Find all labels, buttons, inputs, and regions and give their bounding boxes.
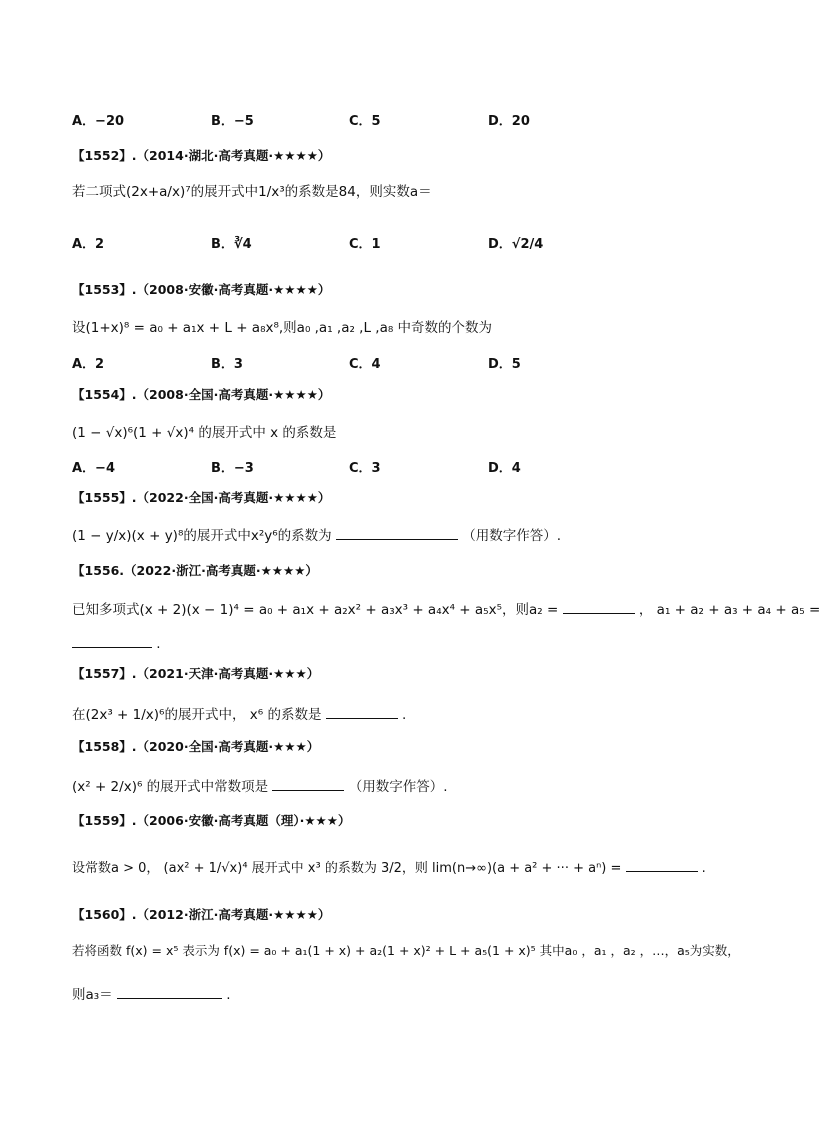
answer-blank[interactable] [272,777,344,791]
q1558-header: 【1558】.（2020·全国·高考真题·★★★） [72,739,320,754]
option-b: B．3 [211,357,243,372]
option-a: A．2 [72,357,105,372]
q1551-options [72,110,732,132]
q1552-options [72,233,732,255]
option-c: C．3 [349,461,381,476]
q1560-stem: 若将函数 f(x) = x⁵ 表示为 f(x) = a₀ + a₁(1 + x) + a₂(1 + x)² + L + a₅(1 + x)⁵ 其中a₀ ，a₁ ，a₂ ，…，a₅为实数， [72,943,740,958]
q1555-stem-text: (1 − y/x)(x + y)⁸的展开式中x²y⁶的系数为 [72,528,332,544]
option-d: D．√2/4 [488,237,544,252]
option-a: A．−20 [72,114,125,129]
q1559-header: 【1559】.（2006·安徽·高考真题（理）·★★★） [72,813,351,828]
q1554-options [72,457,732,479]
q1560-stem2-suffix: . [226,987,231,1003]
q1559-stem-text: 设常数a > 0， (ax² + 1/√x)⁴ 展开式中 x³ 的系数为 3/2，则 lim(n→∞)(a + a² + ··· + aⁿ) = [72,861,622,876]
answer-blank[interactable] [117,985,222,999]
q1553-options [72,353,732,375]
option-a: A．−4 [72,461,115,476]
option-a: A．2 [72,237,105,252]
option-c: C．1 [349,237,381,252]
option-b: B．−3 [211,461,254,476]
q1560-header: 【1560】.（2012·浙江·高考真题·★★★★） [72,907,331,922]
q1556-stem [72,598,820,618]
option-b: B．∛4 [211,237,252,252]
q1555-stem-suffix: （用数字作答）. [462,528,562,544]
q1556-stem-end: . [156,636,161,652]
option-b: B．−5 [211,114,254,129]
q1552-header: 【1552】.（2014·湖北·高考真题·★★★★） [72,148,331,163]
q1556-stem-line2 [72,634,161,652]
q1560-stem-line2 [72,983,231,1003]
q1558-stem-text: (x² + 2/x)⁶ 的展开式中常数项是 [72,779,269,795]
q1555-header: 【1555】.（2022·全国·高考真题·★★★★） [72,490,331,505]
answer-blank[interactable] [326,705,398,719]
q1556-header: 【1556.（2022·浙江·高考真题·★★★★） [72,563,318,578]
option-d: D．5 [488,357,521,372]
answer-blank[interactable] [563,600,635,614]
q1556-stem-text: 已知多项式(x + 2)(x − 1)⁴ = a₀ + a₁x + a₂x² + a₃x³ + a₄x⁴ + a₅x⁵，则a₂ = [72,602,559,618]
q1557-stem-suffix: . [402,707,407,723]
q1555-stem [72,524,561,544]
q1559-stem [72,857,706,876]
answer-blank[interactable] [626,858,698,872]
q1553-header: 【1553】.（2008·安徽·高考真题·★★★★） [72,282,331,297]
q1554-header: 【1554】.（2008·全国·高考真题·★★★★） [72,387,331,402]
option-c: C．5 [349,114,381,129]
q1557-stem [72,703,406,723]
q1558-stem-suffix: （用数字作答）. [348,779,448,795]
q1560-stem2-text: 则a₃＝ [72,987,113,1003]
q1557-header: 【1557】.（2021·天津·高考真题·★★★） [72,666,320,681]
q1554-stem: (1 − √x)⁶(1 + √x)⁴ 的展开式中 x 的系数是 [72,425,337,441]
q1558-stem [72,775,448,795]
q1552-stem: 若二项式(2x+a/x)⁷的展开式中1/x³的系数是84，则实数a＝ [72,184,432,200]
option-d: D．20 [488,114,530,129]
q1556-stem-mid: ， a₁ + a₂ + a₃ + a₄ + a₅ = [638,602,820,618]
option-d: D．4 [488,461,521,476]
answer-blank[interactable] [72,634,152,648]
q1553-stem: 设(1+x)⁸ = a₀ + a₁x + L + a₈x⁸,则a₀ ,a₁ ,a₂ ,L ,a₈ 中奇数的个数为 [72,320,493,336]
option-c: C．4 [349,357,381,372]
answer-blank[interactable] [336,526,458,540]
q1559-stem-suffix: . [701,861,706,876]
q1557-stem-text: 在(2x³ + 1/x)⁶的展开式中， x⁶ 的系数是 [72,707,322,723]
